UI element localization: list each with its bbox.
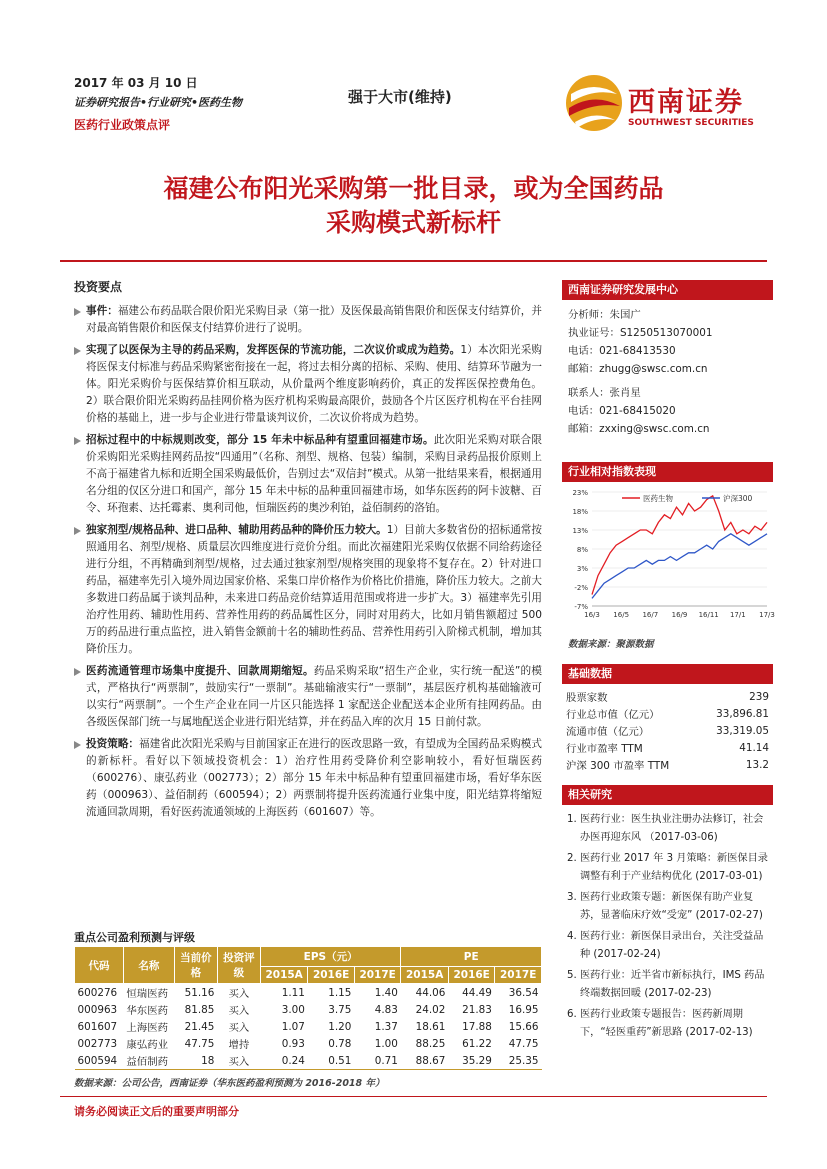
table-row [75, 1035, 542, 1052]
summary-item-lead: 招标过程中的中标规则改变，部分 15 年未中标品种有望重回福建市场。 [86, 434, 434, 446]
market-data-bar: 基础数据 [562, 664, 773, 684]
cell-name: 益佰制药 [123, 1052, 174, 1070]
market-key: 股票家数 [566, 692, 608, 704]
x-tick-label: 16/3 [584, 611, 600, 619]
cell-rating: 买入 [228, 1022, 250, 1034]
market-key: 沪深 300 市盈率 TTM [566, 760, 670, 772]
forecast-heading: 重点公司盈利预测与评级 [74, 931, 195, 944]
report-title-line1: 福建公布阳光采购第一批目录，或为全国药品 [163, 174, 664, 203]
cell-e3: 1.40 [374, 986, 398, 999]
cell-code: 600594 [75, 1052, 124, 1070]
col-year: 2016E [448, 967, 495, 984]
market-row [562, 722, 773, 739]
chart-source: 数据来源：聚源数据 [568, 639, 654, 650]
analyst-email[interactable]: 邮箱：zhugg@swsc.com.cn [568, 363, 708, 375]
market-key: 行业市盈率 TTM [566, 743, 643, 755]
cell-p2: 21.83 [462, 1003, 492, 1016]
title-divider [60, 260, 767, 262]
related-item[interactable]: 6. 医药行业政策专题报告：医药新周期下，“轻医重药”新思路 (2017-02-13) [580, 1006, 773, 1042]
market-value: 33,319.05 [716, 724, 769, 737]
cell-e2: 0.78 [328, 1037, 352, 1050]
cell-code: 601607 [77, 1020, 118, 1033]
cell-p1: 88.67 [401, 1052, 449, 1070]
cell-code: 600276 [77, 986, 118, 999]
x-tick-label: 16/7 [642, 611, 659, 619]
summary-item-text: 此次阳光采购对联合限价采购阳光采购挂网药品按“四通用”（名称、剂型、规格、包装）编制，采购目录药品报价原则上不高于福建省九标和近期全国采购最低价，告别过去“双信封”模式。从第一批结果来看，根据通用名分组的仅区分进口和国产，部分 15 年未中标的品种重回福建市场，如华东医药的阿卡波糖、百令、环孢素、达托霉素、奥利司他，恒瑞医药的奥沙利铂，益佰制药的洛铂。 [86, 434, 543, 514]
col-pe: PE [401, 947, 542, 967]
contact-phone: 电话：021-68415020 [568, 405, 676, 417]
cell-e2: 1.15 [328, 986, 352, 999]
cell-name: 恒瑞医药 [126, 988, 168, 1000]
summary-item-lead: 医药流通管理市场集中度提升、回款周期缩短。 [86, 665, 314, 677]
sidebar [562, 280, 773, 1045]
relative-index-chart [562, 482, 773, 630]
y-tick-label: 3% [576, 565, 588, 573]
cell-p2: 44.49 [462, 986, 492, 999]
legend-label: 医药生物 [643, 494, 673, 503]
col-name: 名称 [123, 947, 174, 984]
cell-e3: 1.00 [374, 1037, 398, 1050]
related-item[interactable]: 3. 医药行业政策专题：新医保有助产业复苏，显著临床疗效“受宠” (2017-02-27) [580, 889, 773, 925]
cell-name: 康弘药业 [126, 1039, 168, 1051]
summary-section [74, 278, 542, 826]
cell-p3: 36.54 [508, 986, 539, 999]
market-key: 行业总市值（亿元） [566, 709, 660, 721]
summary-item-text: 1）本次阳光采购将医保支付标准与药品采购紧密衔接在一起，将过去相分离的招标、采购、使用、结算环节融为一体。阳光采购价与医保结算价相互联动，从价量两个维度影响药价，真正的发挥医保控费角色。2）联合限价阳光采购药品挂网价格为医疗机构采购最高限价，鼓励各个片区医疗机构在平台挂网价格的基础上，进一步与企业进行带量谈判议价，二次议价将成为趋势。 [86, 344, 542, 424]
cell-e2: 0.51 [308, 1052, 355, 1070]
summary-item-lead: 投资策略： [86, 738, 140, 750]
analyst-phone: 电话：021-68413530 [568, 345, 676, 357]
x-tick-label: 16/5 [613, 611, 630, 619]
summary-item-lead: 独家剂型/规格品种、进口品种、辅助用药品种的降价压力较大。 [86, 524, 387, 536]
cell-p3: 16.95 [508, 1003, 539, 1016]
col-year: 2017E [495, 967, 542, 984]
cell-e2: 3.75 [328, 1003, 352, 1016]
market-row [562, 688, 773, 705]
cell-code: 000963 [77, 1003, 118, 1016]
y-tick-label: -7% [574, 603, 588, 611]
legend-label: 沪深300 [723, 494, 753, 503]
summary-list [74, 303, 542, 821]
related-research-bar: 相关研究 [562, 785, 773, 805]
cell-rating: 买入 [217, 1052, 260, 1070]
cell-p2: 17.88 [462, 1020, 492, 1033]
cell-p3: 15.66 [508, 1020, 539, 1033]
summary-item [74, 736, 542, 821]
summary-item-lead: 事件： [86, 305, 118, 317]
related-research-list [562, 811, 773, 1042]
cell-e1: 0.24 [260, 1052, 308, 1070]
cell-e1: 1.07 [281, 1020, 305, 1033]
table-row [75, 984, 542, 1002]
analyst-info [562, 306, 773, 438]
y-tick-label: 13% [572, 527, 588, 535]
cell-p1: 18.61 [415, 1020, 446, 1033]
summary-item-text: 1）目前大多数省份的招标通常按照通用名、剂型/规格、质量层次四维度进行竞价分组。而此次福建阳光采购仅依据不同给药途径进行分组，不再精确到剂型/规格，过去通过独家剂型/规格突围的现象将不复存在。2）针对进口药品，福建率先引入境外周边国家价格、采集口岸价格作为价格比价措施，降价压力较大。之前大多数进口药品属于谈判品种，未来进口药品竞价结算适用范围或将进一步扩大。3）福建率先引用治疗性用药、辅助性用药、营养性用药的药品属性区分，同时对用药大，比如月销售额超过 500 万的药品进行重点监控，进入销售金额前十名的辅助性药品、营养性用药引入阶梯式机制，增加其降价压力。 [86, 524, 542, 655]
cell-rating: 买入 [228, 988, 250, 1000]
x-tick-label: 17/1 [729, 611, 746, 619]
cell-e2: 1.20 [328, 1020, 352, 1033]
cell-price: 47.75 [184, 1037, 215, 1050]
cell-p1: 44.06 [415, 986, 446, 999]
summary-item [74, 663, 542, 731]
summary-item [74, 522, 542, 658]
col-eps: EPS（元） [260, 947, 401, 967]
cell-e3: 4.83 [374, 1003, 398, 1016]
summary-item [74, 432, 542, 517]
logo-text-en: SOUTHWEST SECURITIES [628, 118, 754, 128]
contact-name: 联系人：张肖星 [568, 387, 641, 399]
research-center-bar: 西南证券研究发展中心 [562, 280, 773, 300]
y-tick-label: 18% [572, 508, 588, 516]
bullet-icon [74, 308, 81, 316]
related-item[interactable]: 4. 医药行业：新医保目录出台，关注受益品种 (2017-02-24) [580, 928, 773, 964]
table-row [75, 1052, 542, 1070]
summary-item-text: 药品采购采取“招生产企业，实行统一配送”的模式，严格执行“两票制”，鼓励实行“一票制”。基础输液实行“一票制”，基层医疗机构基础输液可以实行“两票制”。一个生产企业在同一片区只能选择 1 家配送企业配送本企业所有挂网药品。由各级医保部门统一与属地配送企业进行阳光结算，并在药品入库的次月 15 日前付款。 [86, 665, 542, 728]
market-row [562, 739, 773, 756]
summary-item-text: 福建公布药品联合限价阳光采购目录（第一批）及医保最高销售限价和医保支付结算价，并对最高销售限价和医保支付结算价进行了说明。 [86, 305, 543, 334]
cell-price: 21.45 [184, 1020, 215, 1033]
related-item[interactable]: 5. 医药行业：近半省市新标执行，IMS 药品终端数据回暖 (2017-02-23) [580, 967, 773, 1003]
col-year: 2015A [401, 967, 449, 984]
market-data-table [562, 688, 773, 773]
bullet-icon [74, 668, 81, 676]
logo-text-cn: 西南证券 [628, 87, 744, 118]
related-item[interactable]: 2. 医药行业 2017 年 3 月策略：新医保目录调整有利于产业结构优化 (2017-03-01) [580, 850, 773, 886]
bullet-icon [74, 527, 81, 535]
y-tick-label: -2% [574, 584, 588, 592]
related-item[interactable]: 1. 医药行业：医生执业注册办法修订，社会办医再迎东风 （2017-03-06) [580, 811, 773, 847]
table-row [75, 1001, 542, 1018]
x-tick-label: 17/3 [759, 611, 775, 619]
cell-e3: 0.71 [354, 1052, 401, 1070]
market-value: 239 [749, 690, 769, 703]
table-row [75, 1018, 542, 1035]
cell-e3: 1.37 [374, 1020, 398, 1033]
series-line-0 [592, 496, 767, 595]
cell-code: 002773 [77, 1037, 118, 1050]
x-tick-label: 16/11 [698, 611, 719, 619]
index-chart-bar: 行业相对指数表现 [562, 462, 773, 482]
summary-item [74, 303, 542, 337]
market-row [562, 756, 773, 773]
cell-p1: 88.25 [415, 1037, 446, 1050]
cell-rating: 买入 [228, 1005, 250, 1017]
cell-p3: 25.35 [495, 1052, 542, 1070]
bullet-icon [74, 347, 81, 355]
contact-email[interactable]: 邮箱：zxxing@swsc.com.cn [568, 423, 710, 435]
col-code: 代码 [75, 947, 124, 984]
cell-price: 18 [174, 1052, 217, 1070]
cell-e1: 3.00 [281, 1003, 305, 1016]
cell-name: 华东医药 [126, 1005, 168, 1017]
col-year: 2015A [260, 967, 308, 984]
footer-disclaimer[interactable]: 请务必阅读正文后的重要声明部分 [74, 1105, 239, 1118]
company-logo-icon [565, 72, 623, 134]
bullet-icon [74, 741, 81, 749]
y-tick-label: 23% [572, 489, 588, 497]
cell-p2: 35.29 [448, 1052, 495, 1070]
market-value: 13.2 [745, 758, 769, 771]
cell-p2: 61.22 [462, 1037, 492, 1050]
footer-divider [60, 1096, 767, 1097]
col-rating: 投资评级 [217, 947, 260, 984]
analyst-license: 执业证号：S1250513070001 [568, 327, 713, 339]
bullet-icon [74, 437, 81, 445]
cell-rating: 增持 [228, 1039, 250, 1051]
summary-heading: 投资要点 [74, 280, 123, 294]
forecast-table [74, 946, 542, 1070]
cell-name: 上海医药 [126, 1022, 168, 1034]
industry-rating: 强于大市(维持) [348, 88, 452, 106]
cell-p1: 24.02 [415, 1003, 446, 1016]
report-subcategory: 医药行业政策点评 [74, 118, 171, 132]
y-tick-label: 8% [576, 546, 588, 554]
summary-item [74, 342, 542, 427]
market-value: 33,896.81 [716, 707, 769, 720]
report-date: 2017 年 03 月 10 日 [74, 76, 198, 90]
col-price: 当前价格 [174, 947, 217, 984]
col-year: 2016E [308, 967, 355, 984]
report-category: 证券研究报告•行业研究•医药生物 [74, 96, 243, 109]
col-year: 2017E [354, 967, 401, 984]
market-value: 41.14 [739, 741, 769, 754]
cell-e1: 1.11 [281, 986, 305, 999]
table-source-note: 数据来源：公司公告，西南证券（华东医药盈利预测为 2016-2018 年） [74, 1078, 385, 1089]
cell-price: 51.16 [184, 986, 215, 999]
summary-item-lead: 实现了以医保为主导的药品采购，发挥医保的节流功能，二次议价或成为趋势。 [86, 344, 461, 356]
cell-p3: 47.75 [508, 1037, 539, 1050]
analyst-name: 分析师：朱国广 [568, 309, 641, 321]
report-title-line2: 采购模式新标杆 [325, 208, 501, 237]
cell-e1: 0.93 [281, 1037, 305, 1050]
market-row [562, 705, 773, 722]
market-key: 流通市值（亿元） [566, 726, 650, 738]
summary-item-text: 福建省此次阳光采购与目前国家正在进行的医改思路一致，有望成为全国药品采购模式的新标杆。看好以下领域投资机会：1）治疗性用药受降价利空影响较小，看好恒瑞医药（600276）、康弘药业（002773）；2）部分 15 年未中标品种有望重回福建市场，看好华东医药（000963）、益佰制药（600594）；2）两票制将提升医药流通行业集中度，阳光结算将缩短流通回款周期，看好医药流通领域的上海医药（601607）等。 [86, 738, 543, 818]
cell-price: 81.85 [184, 1003, 215, 1016]
x-tick-label: 16/9 [671, 611, 688, 619]
